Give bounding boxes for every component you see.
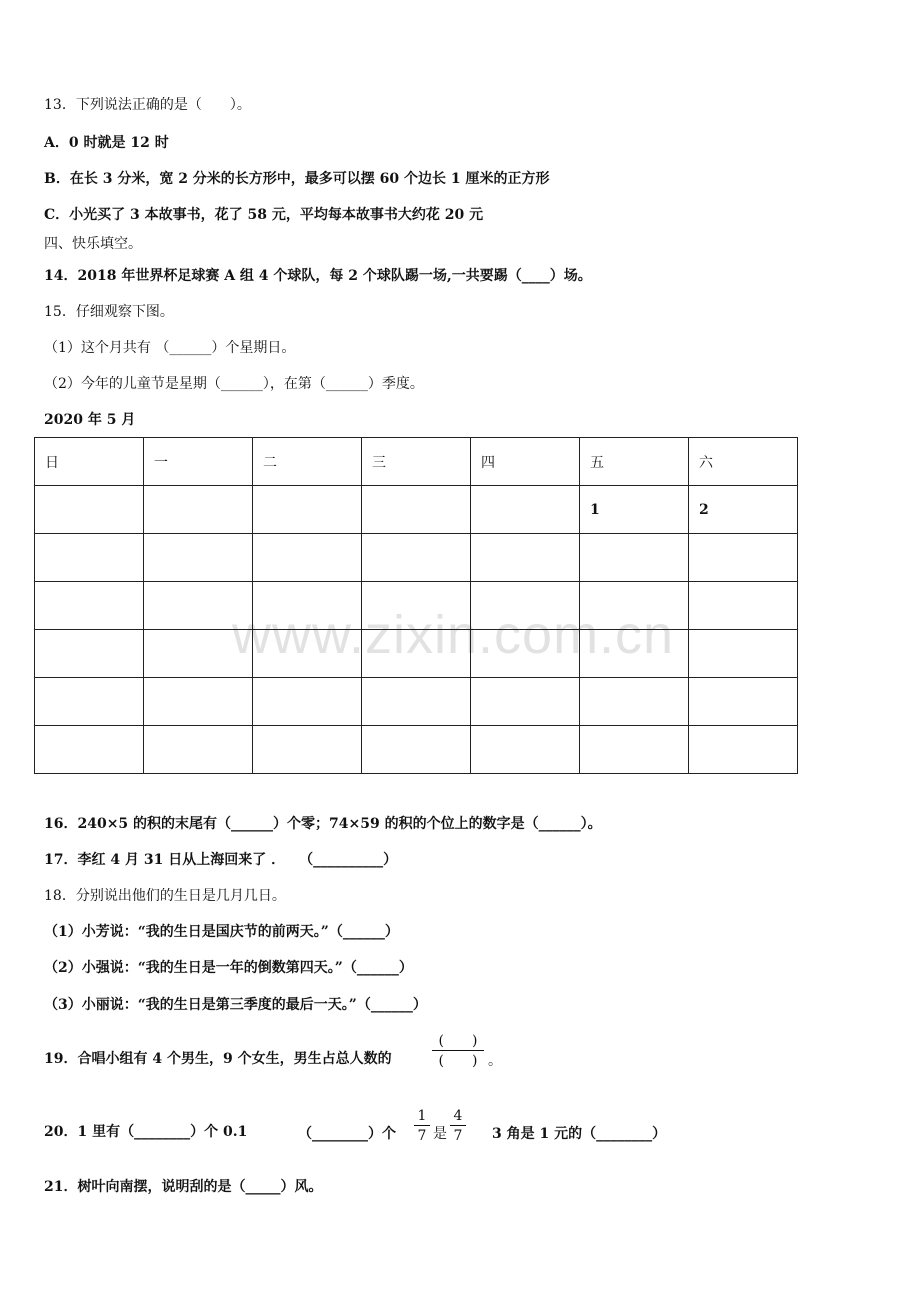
calendar-day-cell bbox=[35, 486, 144, 534]
calendar-day-cell bbox=[471, 726, 580, 774]
calendar-header-cell: 三 bbox=[362, 438, 471, 486]
calendar-day-cell bbox=[144, 486, 253, 534]
calendar-day-cell bbox=[144, 534, 253, 582]
calendar-header-row bbox=[35, 438, 798, 486]
calendar-day-cell bbox=[253, 534, 362, 582]
q21: 21．树叶向南摆，说明刮的是（_____）风。 bbox=[44, 1179, 323, 1195]
watermark: www.zixin.com.cn bbox=[232, 605, 675, 665]
calendar-header-cell: 四 bbox=[471, 438, 580, 486]
q14: 14．2018 年世界杯足球赛 A 组 4 个球队，每 2 个球队踢一场,一共要踢（____）场。 bbox=[44, 268, 592, 284]
q13-option-c: C．小光买了 3 本故事书，花了 58 元，平均每本故事书大约花 20 元 bbox=[44, 207, 484, 223]
calendar-week-row bbox=[35, 630, 798, 678]
q20-fraction-1-numerator: 1 bbox=[414, 1107, 430, 1126]
calendar-day-cell bbox=[35, 726, 144, 774]
calendar-day-cell bbox=[253, 678, 362, 726]
calendar-day-cell bbox=[35, 630, 144, 678]
calendar-table bbox=[34, 437, 798, 774]
calendar-day-cell bbox=[471, 582, 580, 630]
q20-fraction-2-denominator: 7 bbox=[453, 1128, 463, 1144]
q17: 17．李红 4 月 31 日从上海回来了 ． （__________） bbox=[44, 852, 398, 868]
calendar-day-cell bbox=[362, 582, 471, 630]
calendar-day-cell: 2 bbox=[689, 486, 798, 534]
calendar-day-cell bbox=[689, 726, 798, 774]
calendar-day-cell bbox=[471, 630, 580, 678]
calendar-title: 2020 年 5 月 bbox=[44, 412, 136, 428]
calendar-day-cell bbox=[35, 582, 144, 630]
calendar-day-cell bbox=[471, 678, 580, 726]
q20-fraction-1-denominator: 7 bbox=[417, 1128, 427, 1144]
calendar-week-row bbox=[35, 726, 798, 774]
calendar-day-cell bbox=[689, 582, 798, 630]
calendar-day-cell bbox=[580, 630, 689, 678]
calendar-day-cell bbox=[144, 630, 253, 678]
q20-fraction-2-numerator: 4 bbox=[450, 1107, 466, 1126]
calendar-header-cell: 一 bbox=[144, 438, 253, 486]
calendar-day-cell bbox=[580, 534, 689, 582]
q20-part1: 20．1 里有（________）个 0.1 bbox=[44, 1124, 248, 1140]
calendar-day-cell bbox=[253, 726, 362, 774]
calendar-day-cell bbox=[471, 486, 580, 534]
calendar-day-cell bbox=[362, 486, 471, 534]
q20-part3: 3 角是 1 元的（________） bbox=[492, 1126, 667, 1142]
calendar-day-cell bbox=[689, 678, 798, 726]
q15-stem: 15．仔细观察下图。 bbox=[44, 304, 174, 320]
q19-text: 19．合唱小组有 4 个男生，9 个女生，男生占总人数的 bbox=[44, 1051, 392, 1067]
calendar-day-cell bbox=[144, 582, 253, 630]
calendar-day-cell bbox=[35, 678, 144, 726]
q19-denominator: ( ) bbox=[438, 1053, 478, 1069]
calendar-day-cell bbox=[35, 534, 144, 582]
calendar-day-cell bbox=[362, 726, 471, 774]
calendar-day-cell bbox=[689, 630, 798, 678]
q20-part2: （________）个 bbox=[298, 1126, 396, 1142]
calendar-header-cell: 五 bbox=[580, 438, 689, 486]
q19-period: 。 bbox=[488, 1053, 502, 1069]
calendar-day-cell bbox=[144, 678, 253, 726]
calendar-header-cell: 二 bbox=[253, 438, 362, 486]
calendar-day-cell bbox=[362, 630, 471, 678]
calendar-header-cell: 六 bbox=[689, 438, 798, 486]
section-heading: 四、快乐填空。 bbox=[44, 236, 142, 252]
calendar-week-row bbox=[35, 534, 798, 582]
calendar-day-cell bbox=[362, 534, 471, 582]
calendar-week-row bbox=[35, 678, 798, 726]
calendar-day-cell: 1 bbox=[580, 486, 689, 534]
q19-numerator: ( ) bbox=[432, 1032, 484, 1051]
q13-stem: 13．下列说法正确的是（ ）。 bbox=[44, 97, 251, 113]
calendar-day-cell bbox=[580, 726, 689, 774]
q16: 16．240×5 的积的末尾有（______）个零；74×59 的积的个位上的数字是（______）。 bbox=[44, 816, 602, 832]
q15-part1: （1）这个月共有 （______）个星期日。 bbox=[44, 340, 296, 356]
q18-part3: （3）小丽说：“我的生日是第三季度的最后一天。”（______） bbox=[44, 997, 427, 1013]
q18-part1: （1）小芳说：“我的生日是国庆节的前两天。”（______） bbox=[44, 924, 399, 940]
calendar-day-cell bbox=[362, 678, 471, 726]
calendar-day-cell bbox=[689, 534, 798, 582]
q20-fraction-1 bbox=[414, 1107, 430, 1146]
q19-fraction bbox=[432, 1032, 484, 1071]
q13-option-b: B．在长 3 分米，宽 2 分米的长方形中，最多可以摆 60 个边长 1 厘米的正方形 bbox=[44, 171, 550, 187]
calendar-header-cell: 日 bbox=[35, 438, 144, 486]
calendar-day-cell bbox=[471, 534, 580, 582]
calendar-day-cell bbox=[253, 582, 362, 630]
calendar-day-cell bbox=[580, 582, 689, 630]
q15-part2: （2）今年的儿童节是星期（______），在第（______）季度。 bbox=[44, 376, 424, 392]
calendar-week-row bbox=[35, 582, 798, 630]
calendar-day-cell bbox=[580, 678, 689, 726]
q18-stem: 18．分别说出他们的生日是几月几日。 bbox=[44, 888, 286, 904]
calendar-day-cell bbox=[253, 486, 362, 534]
q20-is: 是 bbox=[433, 1126, 447, 1142]
calendar-day-cell bbox=[144, 726, 253, 774]
q13-option-a: A．0 时就是 12 时 bbox=[44, 135, 169, 151]
calendar-day-cell bbox=[253, 630, 362, 678]
q20-fraction-2 bbox=[450, 1107, 466, 1146]
q18-part2: （2）小强说：“我的生日是一年的倒数第四天。”（______） bbox=[44, 960, 413, 976]
calendar-week-row bbox=[35, 486, 798, 534]
